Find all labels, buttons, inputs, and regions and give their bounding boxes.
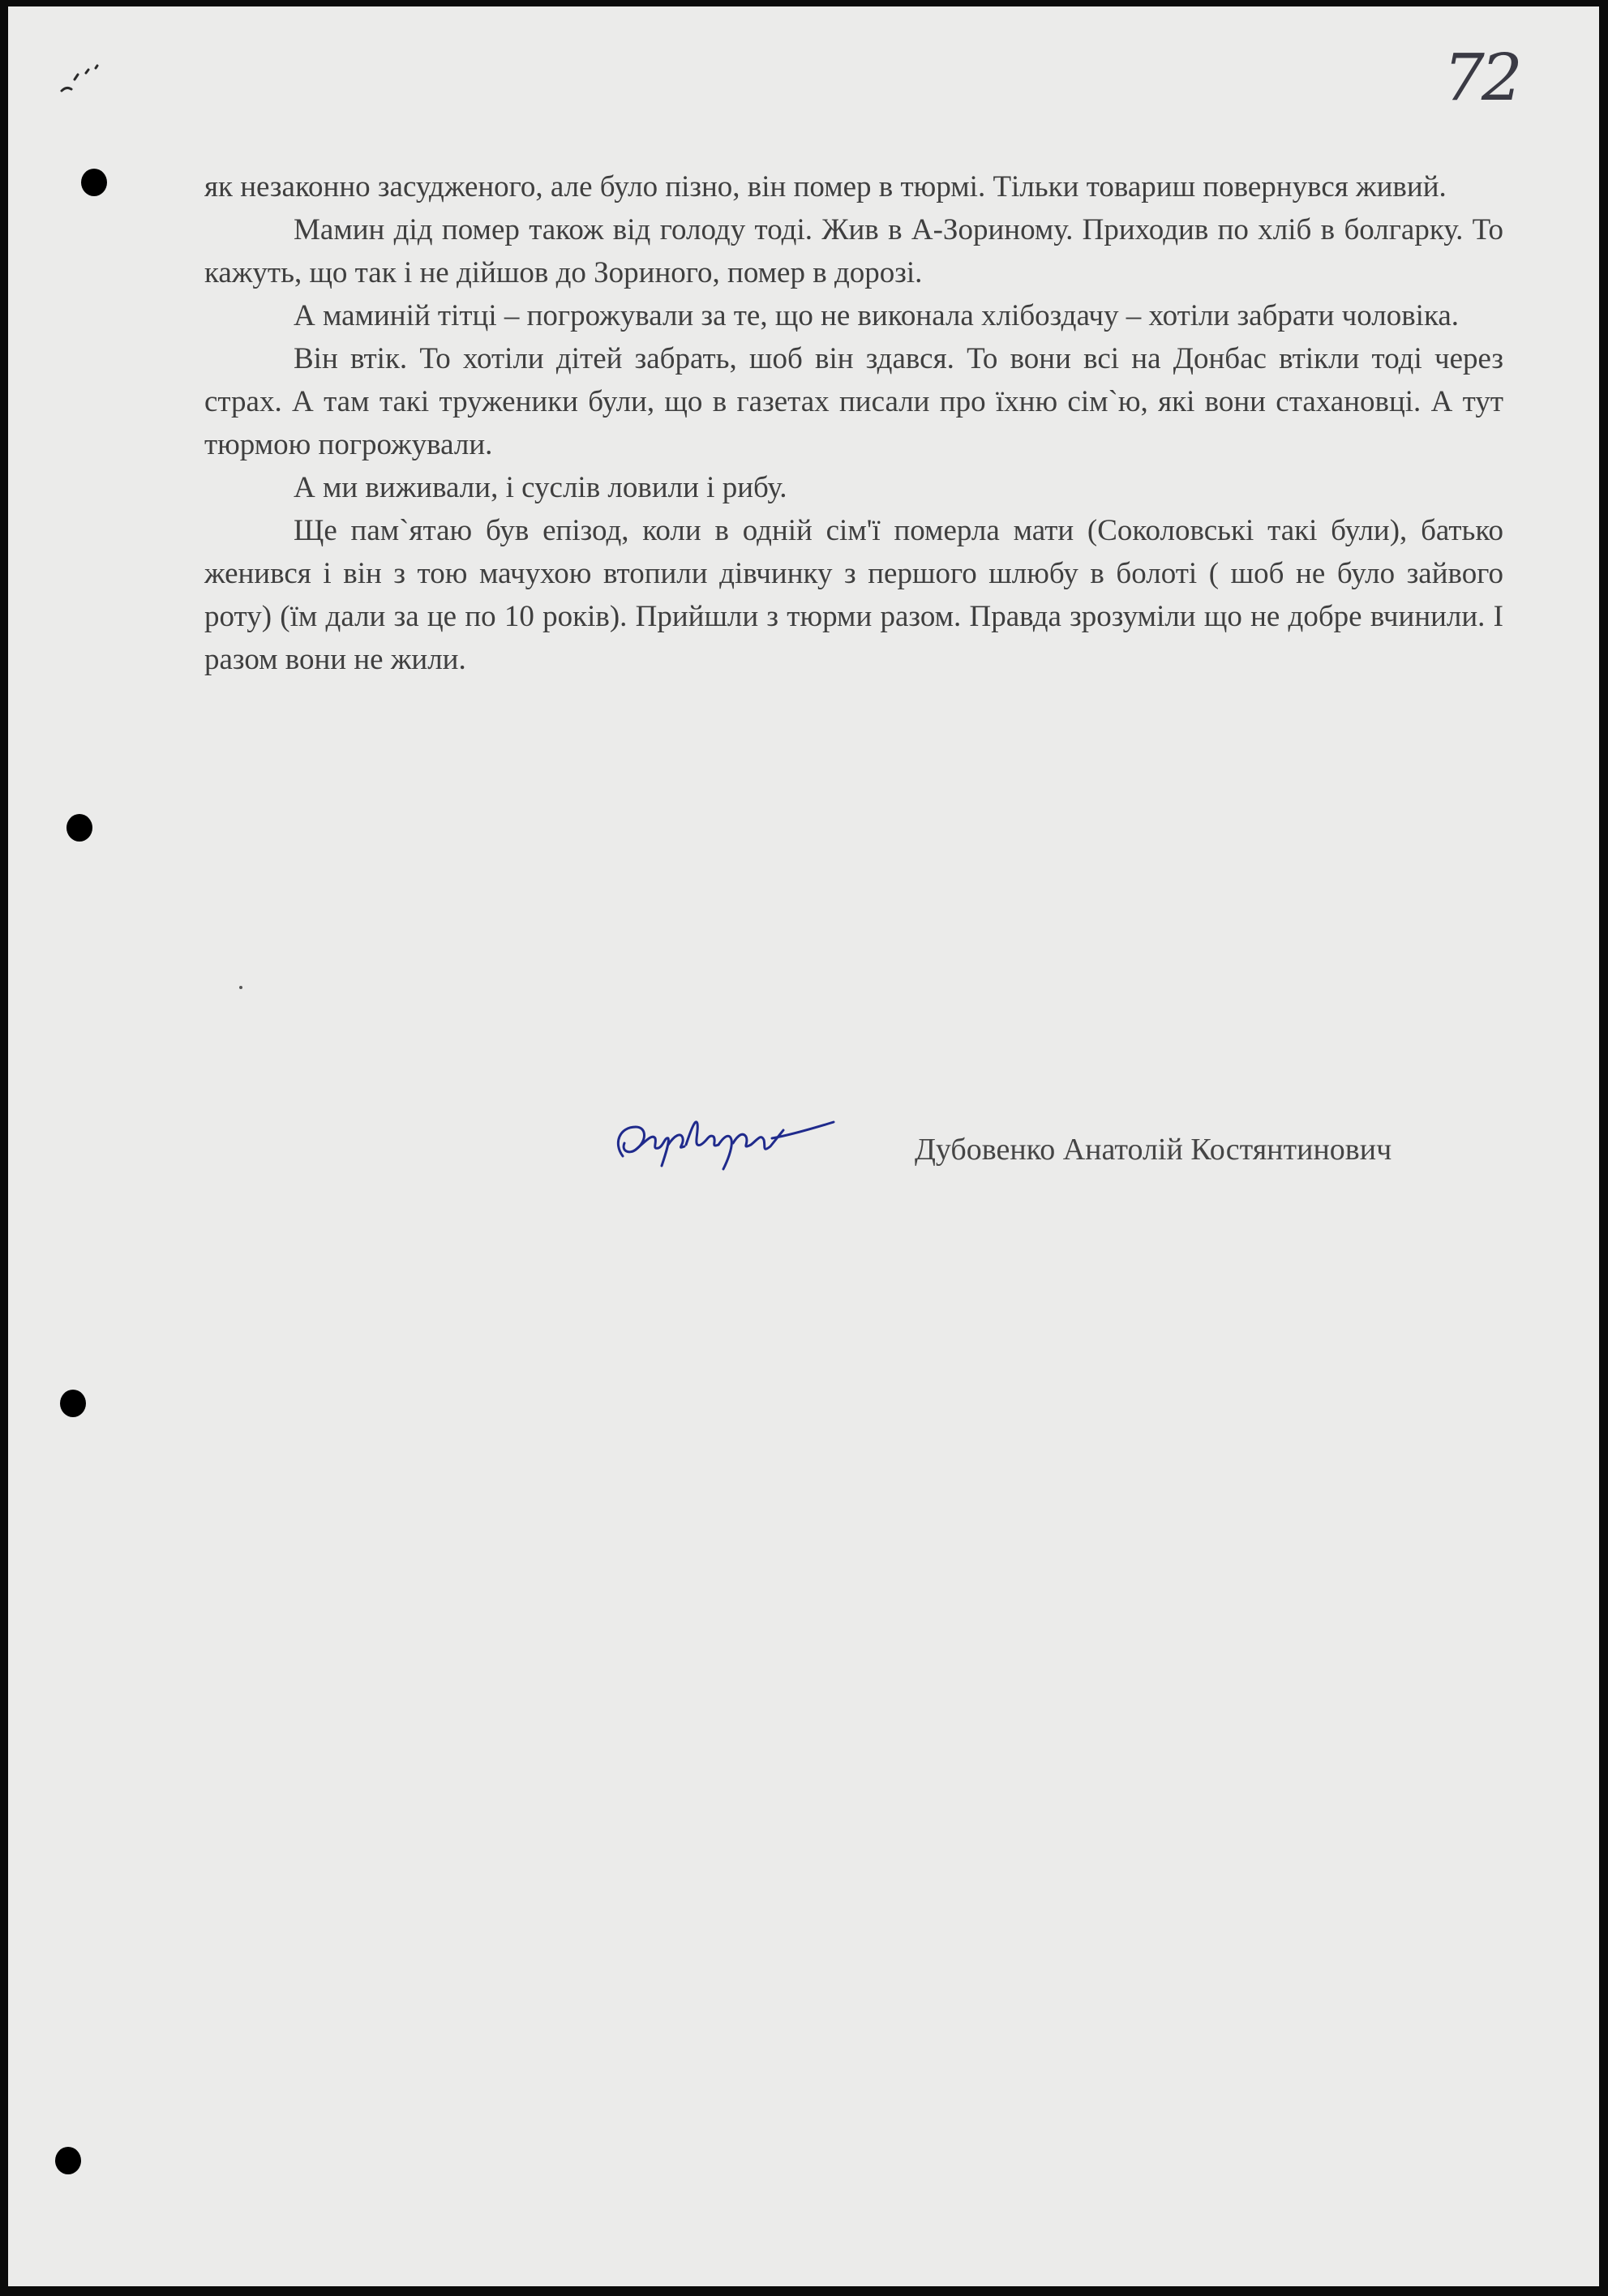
paragraph: Він втік. То хотіли дітей забрать, шоб він здався. То вони всі на Донбас втікли тоді через страх. А там такі труженики були, що в газетах писали про їхню сім`ю, які вони стахановці. А тут тюрмою погрожували. <box>204 342 1503 461</box>
pen-mark <box>58 60 107 97</box>
punch-hole <box>55 2147 81 2174</box>
paragraph: А маминій тітці – погрожували за те, що не виконала хлібоздачу – хотіли забрати чоловіка. <box>294 299 1460 332</box>
punch-hole <box>66 814 92 842</box>
paragraph: як незаконно засудженого, але було пізно, він помер в тюрмі. Тільки товариш повернувся живий. <box>204 170 1447 203</box>
document-page <box>8 6 1599 2286</box>
handwritten-signature <box>611 1085 838 1174</box>
page-number: 72 <box>1443 40 1520 115</box>
paragraph: Мамин дід помер також від голоду тоді. Жив в А-Зориному. Приходив по хліб в болгарку. То кажуть, що так і не дійшов до Зориного, помер в дорозі. <box>204 213 1503 289</box>
paragraph: А ми виживали, і суслів ловили і рибу. <box>294 471 787 504</box>
signer-name: Дубовенко Анатолій Костянтинович <box>915 1133 1392 1167</box>
punch-hole <box>81 169 107 196</box>
paragraph: Ще пам`ятаю був епізод, коли в одній сім'ї померла мати (Соколовські такі були), батько женився і він з тою мачухою втопили дівчинку з першого шлюбу в болоті ( шоб не було зайвого роту) (їм дали за це по 10 років). Прийшли з тюрми разом. Правда зрозуміли що не добре вчинили. І разом вони не жили. <box>204 514 1503 676</box>
stray-dot <box>239 986 242 989</box>
body-text <box>204 165 1503 681</box>
punch-hole <box>60 1390 86 1417</box>
